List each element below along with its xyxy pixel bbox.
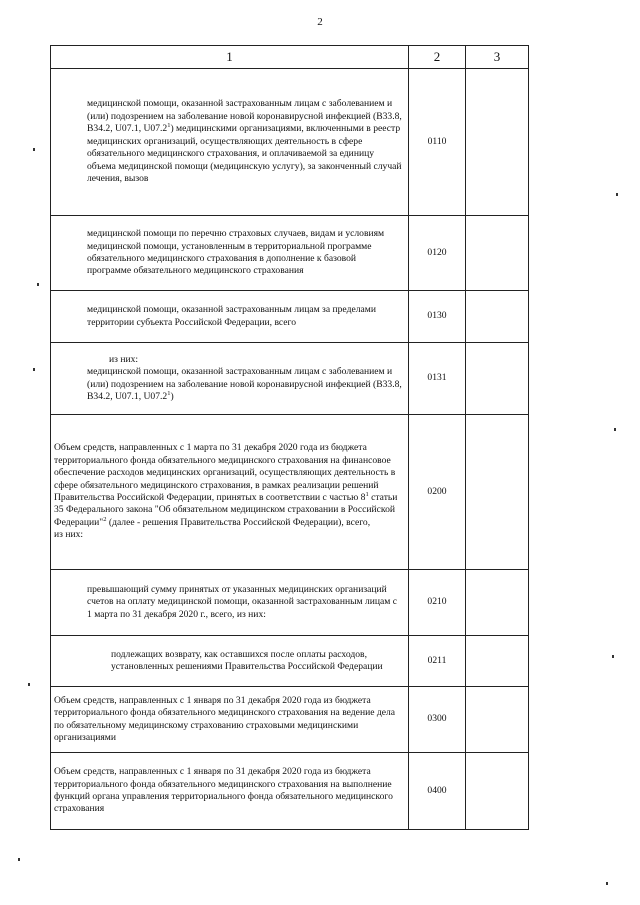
table-row [51,216,529,291]
row-description: Объем средств, направленных с 1 марта по 31 декабря 2020 года из бюджета территориального фонда обязательного медицинского страхования на финансовое обеспечение расходов медицинских организаций, осуществляющих деятельность в сфере обязательного медицинского страхования, в рамках реализации решений Правительства Российской Федерации, принятых в соответствии с частью $8^1$ статьи 35 Федерального закона "Об обязательном медицинском страховании в Российской Федерации"$^2$ (далее - решения Правительства Российской Федерации), всего, из них: [51,415,409,570]
row-value [466,636,529,687]
row-value [466,570,529,636]
table-row [51,69,529,216]
scan-speck [33,148,35,151]
scan-speck [33,368,35,371]
row-code: 0210 [409,570,466,636]
scan-speck [612,655,614,658]
row-description: медицинской помощи, оказанной застрахованным лицам за пределами территории субъекта Российской Федерации, всего [51,291,409,343]
row-value [466,415,529,570]
row-code: 0400 [409,753,466,830]
table-row [51,636,529,687]
row-description: из них: медицинской помощи, оказанной застрахованным лицам с заболеванием и (или) подозрением на заболевание новой коронавирусной инфекцией (B33.8, B34.2, U07.1, U07.2$^1$) [51,343,409,415]
header-col-1: 1 [51,46,409,69]
scan-speck [37,283,39,286]
scan-speck [614,428,616,431]
header-col-3: 3 [466,46,529,69]
row-code: 0200 [409,415,466,570]
scan-speck [616,193,618,196]
table-row [51,687,529,753]
table-row [51,291,529,343]
page-number: 2 [317,16,323,28]
row-description: медицинской помощи, оказанной застрахованным лицам с заболеванием и (или) подозрением на заболевание новой коронавирусной инфекцией (B33.8, B34.2, U07.1, U07.2$^1$) медицинскими организациями, включенными в реестр медицинских организаций, осуществляющих деятельность в сфере обязательного медицинского страхования, и оплачиваемой за единицу объема медицинской помощи (медицинскую услугу), за законченный случай лечения, вызов [51,69,409,216]
table-row [51,570,529,636]
table-row [51,343,529,415]
row-value [466,753,529,830]
table-row [51,415,529,570]
row-value [466,216,529,291]
table-row [51,753,529,830]
scan-speck [28,683,30,686]
row-description: превышающий сумму принятых от указанных медицинских организаций счетов на оплату медицинской помощи, оказанной застрахованным лицам с 1 марта по 31 декабря 2020 г., всего, из них: [51,570,409,636]
row-value [466,291,529,343]
row-code: 0300 [409,687,466,753]
scan-speck [606,882,608,885]
row-description: Объем средств, направленных с 1 января по 31 декабря 2020 года из бюджета территориального фонда обязательного медицинского страхования на ведение дела по обязательному медицинскому страхованию страховыми медицинскими организациями [51,687,409,753]
row-code: 0120 [409,216,466,291]
row-value [466,687,529,753]
row-code: 0130 [409,291,466,343]
row-value [466,343,529,415]
row-value [466,69,529,216]
report-table [50,45,529,830]
row-description: Объем средств, направленных с 1 января по 31 декабря 2020 года из бюджета территориального фонда обязательного медицинского страхования на выполнение функций органа управления территориального фонда обязательного медицинского страхования [51,753,409,830]
scan-speck [18,858,20,861]
row-code: 0211 [409,636,466,687]
row-description: медицинской помощи по перечню страховых случаев, видам и условиям медицинской помощи, установленным в территориальной программе обязательного медицинского страхования в дополнение к базовой программе обязательного медицинского страхования [51,216,409,291]
header-col-2: 2 [409,46,466,69]
row-code: 0110 [409,69,466,216]
row-description: подлежащих возврату, как оставшихся после оплаты расходов, установленных решениями Правительства Российской Федерации [51,636,409,687]
header-row [51,46,529,69]
row-code: 0131 [409,343,466,415]
